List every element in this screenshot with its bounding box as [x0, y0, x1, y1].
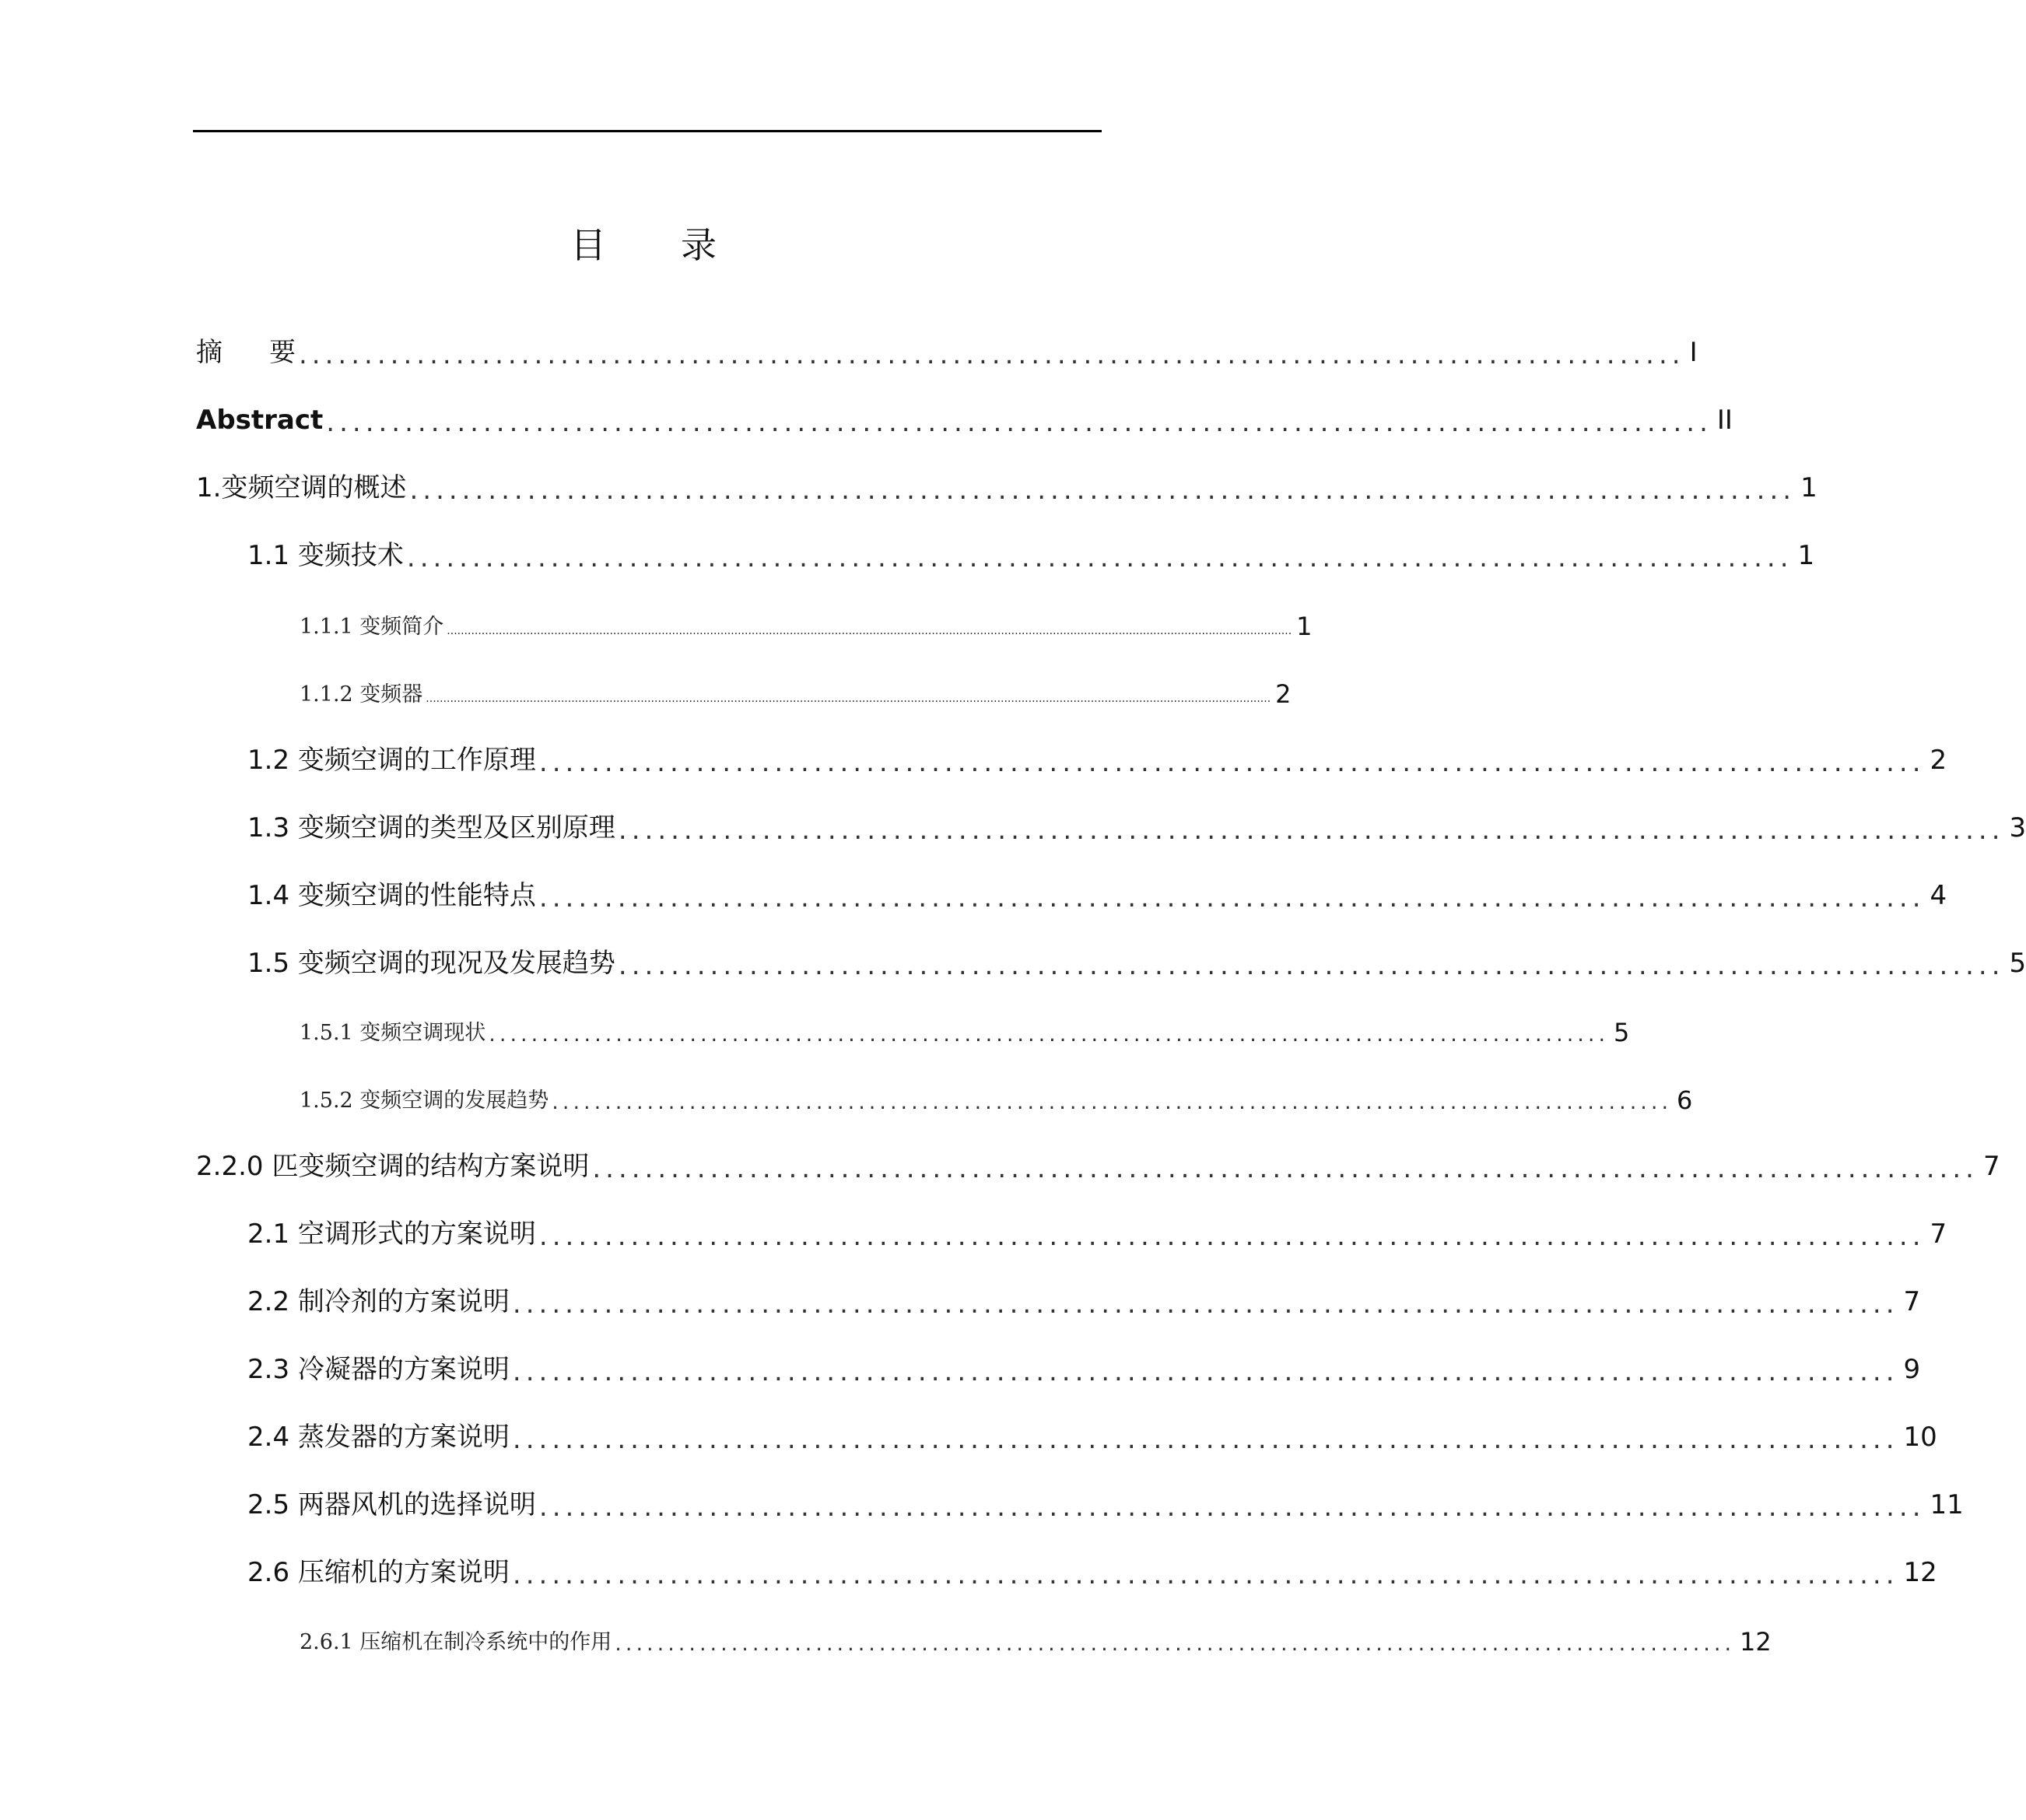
toc-entry-page: 12: [1740, 1627, 1772, 1657]
toc-entry-2-4[interactable]: [247, 1416, 1937, 1457]
toc-entry-label: 1.1 变频技术: [247, 540, 404, 571]
dot-leader: ....................................................................................................................................................................................................................................................: [426, 693, 1271, 705]
dot-leader: ..........................................................................................................: [618, 815, 2005, 846]
toc-entry-2-6[interactable]: [247, 1552, 1937, 1592]
toc-entry-page: 1: [1800, 472, 1817, 503]
toc-entry-page: 7: [1903, 1286, 1921, 1317]
toc-entry-label: 2.1 空调形式的方案说明: [247, 1219, 536, 1250]
dot-leader: ..........................................................................................................: [299, 339, 1685, 370]
toc-entry-2[interactable]: [196, 1145, 2000, 1186]
toc-entry-page: 10: [1903, 1422, 1937, 1453]
toc-entry-1-4[interactable]: [247, 875, 1947, 915]
toc-entry-page: 6: [1677, 1085, 1693, 1115]
toc-entry-label: 1.2 变频空调的工作原理: [247, 745, 536, 776]
toc-entry-page: 7: [1982, 1151, 2000, 1182]
toc-entry-label: 1.1.1 变频简介: [300, 615, 444, 639]
toc-entry-label: 2.6.1 压缩机在制冷系统中的作用: [300, 1630, 612, 1654]
toc-entry-label: 2.6 压缩机的方案说明: [247, 1557, 510, 1588]
toc-entry-label: 2.2 制冷剂的方案说明: [247, 1286, 510, 1317]
toc-entry-label: 1.3 变频空调的类型及区别原理: [247, 812, 615, 843]
toc-entry-label: 2.4 蒸发器的方案说明: [247, 1422, 510, 1453]
dot-leader: ..........................................................................................................: [489, 1022, 1610, 1047]
toc-entry-1-1-2[interactable]: [300, 672, 1292, 712]
dot-leader: ..........................................................................................................: [538, 1492, 1926, 1523]
toc-entry-label: 1.变频空调的概述: [196, 472, 407, 503]
toc-entry-label: 摘 要: [196, 337, 296, 368]
toc-entry-label: 1.5.2 变频空调的发展趋势: [300, 1089, 549, 1113]
toc-entry-label: 1.4 变频空调的性能特点: [247, 880, 536, 911]
toc-entry-2-2[interactable]: [247, 1281, 1921, 1321]
toc-entry-2-5[interactable]: [247, 1484, 1964, 1524]
toc-entry-2-3[interactable]: [247, 1348, 1921, 1389]
dot-leader: ..........................................................................................................: [618, 950, 2005, 981]
dot-leader: ..........................................................................................................: [592, 1153, 1979, 1184]
dot-leader: ....................................................................................................................................................................................................................................................: [447, 625, 1292, 637]
toc-entry-1-5-1[interactable]: [300, 1010, 1630, 1050]
toc-entry-1-1[interactable]: [247, 535, 1815, 575]
toc-entry-page: 5: [1614, 1018, 1630, 1047]
toc-entry-1-5-2[interactable]: [300, 1078, 1693, 1118]
dot-leader: ..........................................................................................................: [406, 542, 1793, 573]
toc-entry-abstract-en[interactable]: [196, 399, 1733, 440]
toc-entry-label: Abstract: [196, 405, 324, 436]
dot-leader: ..........................................................................................................: [326, 407, 1712, 438]
toc-entry-2-6-1[interactable]: [300, 1619, 1772, 1660]
dot-leader: ..........................................................................................................: [512, 1289, 1899, 1320]
toc-entry-page: II: [1716, 405, 1733, 436]
dot-leader: ..........................................................................................................: [538, 1221, 1926, 1252]
toc-entry-1-3[interactable]: [247, 807, 2026, 847]
dot-leader: ..........................................................................................................: [538, 747, 1926, 778]
toc-entry-1-2[interactable]: [247, 739, 1947, 780]
dot-leader: ..........................................................................................................: [552, 1090, 1673, 1114]
toc-entry-page: I: [1689, 337, 1698, 368]
title-char-2: 录: [681, 224, 717, 266]
toc-entry-page: 11: [1930, 1489, 1964, 1520]
toc-entry-page: 1: [1797, 540, 1815, 571]
toc-entry-2-1[interactable]: [247, 1213, 1947, 1254]
toc-entry-page: 9: [1903, 1354, 1921, 1385]
toc-entry-label: 2.3 冷凝器的方案说明: [247, 1354, 510, 1385]
toc-entry-1-5[interactable]: [247, 942, 2026, 983]
dot-leader: ..........................................................................................................: [615, 1632, 1736, 1656]
toc-entry-page: 3: [2009, 812, 2026, 843]
toc-entry-page: 7: [1930, 1219, 1947, 1250]
toc-entry-label: 2.2.0 匹变频空调的结构方案说明: [196, 1151, 590, 1182]
dot-leader: ..........................................................................................................: [512, 1356, 1899, 1387]
toc-entry-page: 2: [1275, 679, 1292, 709]
toc-entry-label: 2.5 两器风机的选择说明: [247, 1489, 536, 1520]
toc-entry-page: 1: [1296, 612, 1313, 641]
toc-entry-page: 2: [1930, 745, 1947, 776]
dot-leader: ..........................................................................................................: [538, 882, 1926, 914]
toc-entry-abstract-cn[interactable]: [196, 331, 1698, 372]
toc-entry-label: 1.5.1 变频空调现状: [300, 1021, 486, 1045]
toc-entry-page: 12: [1903, 1557, 1937, 1588]
toc-entry-label: 1.1.2 变频器: [300, 682, 423, 707]
toc-entry-1[interactable]: [196, 467, 1817, 507]
dot-leader: ..........................................................................................................: [512, 1559, 1899, 1590]
title-char-1: 目: [570, 224, 606, 266]
toc-entry-page: 4: [1930, 880, 1947, 911]
dot-leader: ..........................................................................................................: [409, 475, 1796, 506]
toc-entry-page: 5: [2009, 948, 2026, 979]
toc-entry-1-1-1[interactable]: [300, 604, 1313, 644]
dot-leader: ..........................................................................................................: [512, 1424, 1899, 1455]
toc-entry-label: 1.5 变频空调的现况及发展趋势: [247, 948, 615, 979]
